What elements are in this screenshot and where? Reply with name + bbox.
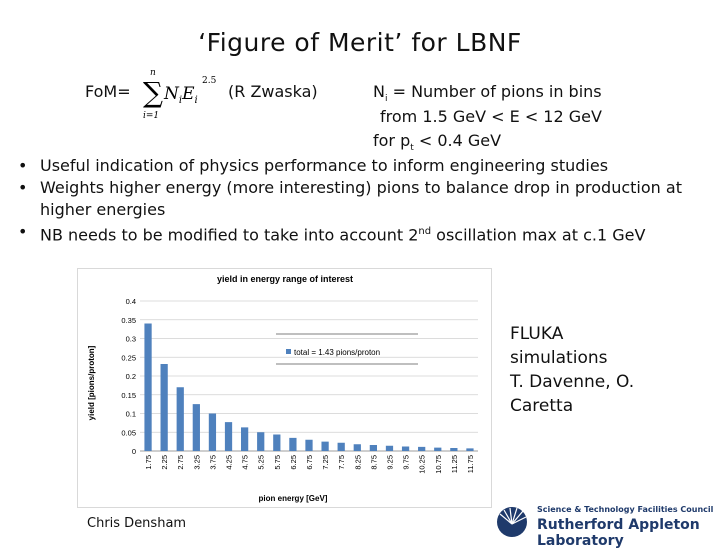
bar-8.75 <box>370 445 377 451</box>
x-tick-label: 5.75 <box>272 455 282 470</box>
credit-line: FLUKA <box>510 324 564 344</box>
y-tick-label: 0.35 <box>121 315 136 325</box>
bullet-text-post: oscillation max at c.1 GeV <box>431 225 646 245</box>
bar-4.75 <box>241 427 248 451</box>
bar-9.75 <box>402 447 409 452</box>
bar-7.75 <box>338 443 345 451</box>
x-tick-label: 11.25 <box>449 455 459 474</box>
x-tick-label: 2.75 <box>176 455 186 470</box>
legend-swatch <box>286 349 291 354</box>
sum-sign: ∑ <box>143 76 163 109</box>
ni-definition <box>373 82 602 104</box>
legend-label: total = 1.43 pions/proton <box>294 348 381 357</box>
x-tick-label: 8.75 <box>369 455 379 470</box>
bar-3.75 <box>209 414 216 452</box>
ni-sub: i <box>384 94 388 105</box>
chart-x-axis-label: pion energy [GeV] <box>258 494 328 503</box>
bar-1.75 <box>144 324 151 452</box>
bullet-text-pre: NB needs to be modified to take into account 2 <box>40 225 419 245</box>
bullet-marker: • <box>18 222 28 241</box>
pt-pre: for p <box>373 131 411 150</box>
bar-2.75 <box>177 387 184 451</box>
bullet-list <box>18 155 708 246</box>
energy-range: from 1.5 GeV < E < 12 GeV <box>380 107 602 126</box>
bullet-marker: • <box>18 178 28 197</box>
x-tick-label: 8.25 <box>353 455 363 470</box>
bar-11.75 <box>466 448 473 451</box>
x-tick-label: 4.75 <box>240 455 250 470</box>
bar-5.25 <box>257 432 264 451</box>
term-exponent: 2.5 <box>202 76 217 86</box>
simulation-credit <box>510 322 690 418</box>
y-tick-label: 0.1 <box>125 409 136 419</box>
x-tick-label: 9.75 <box>401 455 411 470</box>
ni-rest: = Number of pions in bins <box>387 82 602 101</box>
x-tick-label: 7.75 <box>337 455 347 470</box>
y-tick-label: 0.3 <box>125 334 136 344</box>
credit-line: simulations <box>510 348 608 368</box>
x-tick-label: 9.25 <box>385 455 395 470</box>
bar-6.25 <box>289 438 296 451</box>
bullet-text: Useful indication of physics performance to inform engineering studies <box>40 156 609 175</box>
chart-title: yield in energy range of interest <box>216 274 354 284</box>
pt-sub: t <box>410 143 414 154</box>
x-tick-label: 7.25 <box>321 455 331 470</box>
chart-y-axis-label: yield [pions/proton] <box>87 345 96 421</box>
slide-title: ‘Figure of Merit’ for LBNF <box>198 28 522 57</box>
attribution: (R Zwaska) <box>228 82 318 101</box>
logo-lab-text: Rutherford Appleton Laboratory <box>537 517 700 549</box>
sum-upper-limit: n <box>150 68 156 78</box>
credit-line: Caretta <box>510 396 574 416</box>
pt-post: < 0.4 GeV <box>413 131 502 150</box>
y-tick-label: 0 <box>131 447 136 456</box>
bar-10.75 <box>434 448 441 451</box>
y-tick-label: 0.05 <box>121 428 136 438</box>
x-tick-label: 5.25 <box>256 455 266 470</box>
y-tick-label: 0.4 <box>125 297 136 306</box>
bar-3.25 <box>193 404 200 451</box>
x-tick-label: 6.25 <box>288 455 298 470</box>
bar-9.25 <box>386 446 393 451</box>
bullet-text-sup: nd <box>418 226 432 237</box>
bar-10.25 <box>418 447 425 451</box>
pt-cut <box>373 131 501 153</box>
y-tick-label: 0.2 <box>125 372 136 381</box>
term-e-sub: i <box>194 95 198 106</box>
bullet-item <box>18 221 708 246</box>
x-tick-label: 10.25 <box>417 455 427 474</box>
x-tick-label: 11.75 <box>465 455 475 474</box>
bullet-text: Weights higher energy (more interesting) pions to balance drop in production at higher energies <box>40 178 682 219</box>
bar-11.25 <box>450 448 457 451</box>
credit-line: T. Davenne, O. <box>510 372 635 392</box>
x-tick-label: 10.75 <box>433 455 443 474</box>
bar-4.25 <box>225 422 232 451</box>
term-n: N <box>164 84 179 104</box>
yield-bar-chart <box>78 269 491 507</box>
bullet-item <box>18 155 708 177</box>
bullet-marker: • <box>18 156 28 175</box>
term-n-sub: i <box>178 95 183 106</box>
x-tick-label: 1.75 <box>144 455 154 470</box>
bar-8.25 <box>354 444 361 451</box>
logo-council-text: Science & Technology Facilities Council <box>537 505 714 514</box>
x-tick-label: 4.25 <box>224 455 234 470</box>
sum-lower-limit: i=1 <box>143 111 160 121</box>
x-tick-label: 6.75 <box>305 455 314 470</box>
x-tick-label: 2.25 <box>160 455 170 470</box>
chart-container <box>77 268 492 508</box>
bar-5.75 <box>273 435 280 452</box>
bar-6.75 <box>305 440 312 451</box>
bar-7.25 <box>321 442 328 451</box>
x-tick-label: 3.75 <box>208 455 218 470</box>
bullet-item <box>18 177 708 221</box>
bar-2.25 <box>161 364 168 451</box>
x-tick-label: 3.25 <box>192 455 202 470</box>
ni-main: N <box>373 82 385 101</box>
author-name: Chris Densham <box>87 516 187 531</box>
fom-formula <box>140 66 225 124</box>
y-tick-label: 0.25 <box>121 353 136 363</box>
fom-label: FoM= <box>85 82 131 101</box>
term-e: E <box>182 84 195 104</box>
y-tick-label: 0.15 <box>121 390 136 400</box>
svg-text:NiEi <box>163 84 198 106</box>
